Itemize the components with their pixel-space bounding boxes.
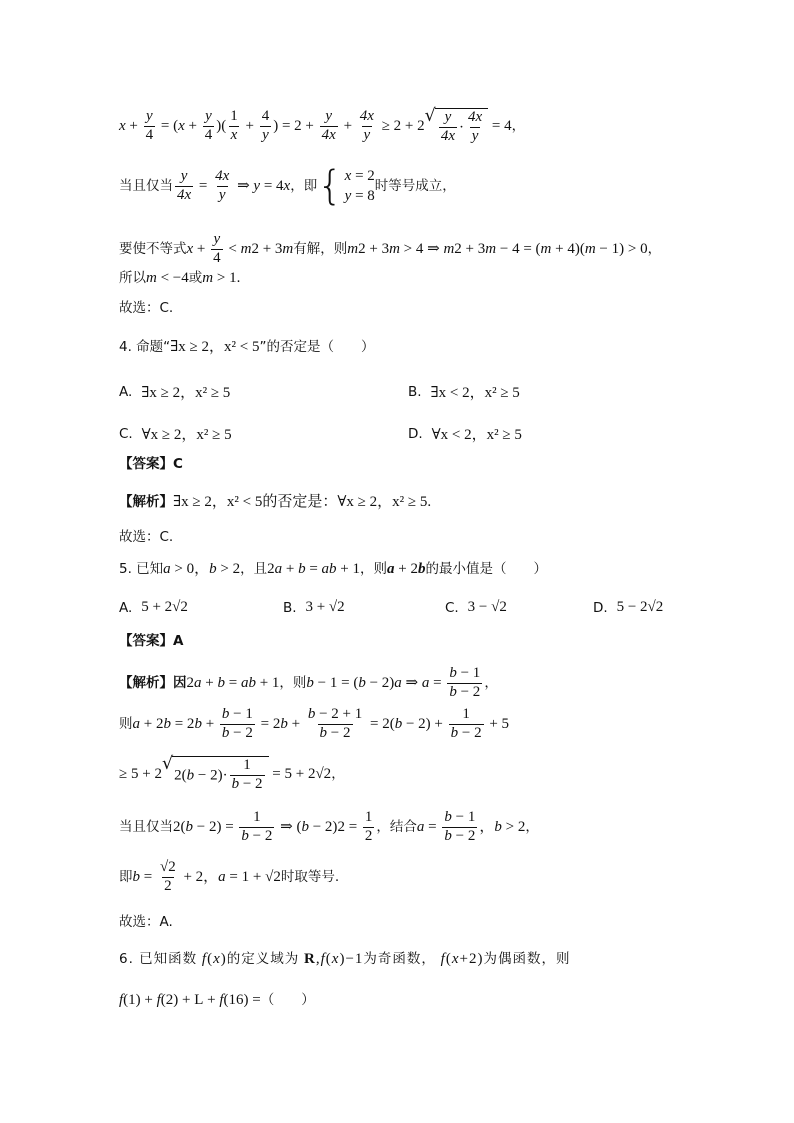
question-5-option-a[interactable]: A. 5 + 2√2 — [119, 599, 188, 616]
solution-line-1: x + $\frac{y}{4}$ = ( x + $\frac{y}{4}$ )( $\frac{1}{x}$ + $\frac{4}{y}$ ) = 2 + $\frac{y}{4x}$ + $\frac{4x}{y}$ ≥ 2 + 2 √ $\frac{y}{4x}$ · $\frac{4x}{y}$ = 4 ， — [119, 106, 526, 144]
question-5-choose: 故选：A. — [119, 914, 173, 930]
question-4-analysis: 【解析】 ∃x ≥ 2，x² < 5的否定是：∀x ≥ 2，x² ≥ 5. — [119, 493, 432, 510]
question-5-option-b[interactable]: B. 3 + √2 — [283, 599, 345, 616]
question-5-analysis-line-2: 则 a + 2 b = 2 b + $\frac{b - 1}{b - 2}$ = 2 b + $\frac{b - 2 + 1}{b - 2}$ = 2( b − 2) + $\frac{1}{b - 2}$ + 5 — [119, 706, 510, 741]
question-5-option-c[interactable]: C. 3 − √2 — [445, 599, 507, 616]
question-4-option-a[interactable]: A. ∃x ≥ 2，x² ≥ 5 — [119, 383, 231, 401]
question-4-option-c[interactable]: C. ∀x ≥ 2，x² ≥ 5 — [119, 425, 232, 443]
question-5-analysis-line-5: 即 b = $\frac{√2}{2}$ + 2， a = 1 + √2 时取等号. — [119, 859, 340, 894]
question-4-choose: 故选：C. — [119, 529, 174, 545]
solution-line-4: 所以 m < −4 或 m > 1. — [119, 269, 241, 286]
question-4-stem: 4. 命题“ ∃x ≥ 2，x² < 5 ”的否定是（ ） — [119, 338, 375, 355]
question-4-option-d[interactable]: D. ∀x < 2，x² ≥ 5 — [408, 425, 522, 443]
question-5-analysis-line-4: 当且仅当 2( b − 2) = $\frac{1}{b - 2}$ ⇒ ( b − 2) 2 = $\frac{1}{2}$ ，结合 a = $\frac{b - 1}{b - 2}$ ， b > 2 ， — [119, 809, 539, 844]
solution-line-3: 要使不等式 x + $\frac{y}{4}$ < m 2 + 3 m 有解，则 m 2 + 3 m > 4 ⇒ m 2 + 3 m − 4 = ( m + 4)( m − 1) > 0 ， — [119, 231, 662, 266]
question-6-stem-line-2: f (1) + f (2) + L + f (16) = （ ） — [119, 991, 315, 1008]
solution-line-2: 当且仅当 $\frac{y}{4x}$ = $\frac{4x}{y}$ ⇒ y = 4 x ，即 { x = 2 y = 8 时等号成立， — [119, 163, 456, 210]
question-5-analysis-line-3: ≥ 5 + 2 √ 2(b − 2)· $\frac{1}{b - 2}$ = 5 + 2√2 ， — [119, 754, 345, 792]
question-4-answer: 【答案】C — [119, 456, 183, 472]
solution-choose: 故选：C. — [119, 300, 174, 316]
question-5-analysis-line-1: 【解析】因 2 a + b = ab + 1 ，则 b − 1 = ( b − 2) a ⇒ a = $\frac{b - 1}{b - 2}$ ， — [119, 665, 498, 700]
question-5-stem: 5. 已知 a > 0， b > 2 ，且 2 a + b = ab + 1 ，则 a + 2 b 的最小值是（ ） — [119, 560, 547, 577]
question-6-stem-line-1: 6. 已知函数 f ( x ) 的定义域为 R , f ( x )−1 为奇函数， f ( x +2) 为偶函数，则 — [119, 950, 571, 967]
question-5-answer: 【答案】A — [119, 633, 184, 649]
question-4-option-b[interactable]: B. ∃x < 2，x² ≥ 5 — [408, 383, 520, 401]
question-5-option-d[interactable]: D. 5 − 2√2 — [593, 599, 664, 616]
